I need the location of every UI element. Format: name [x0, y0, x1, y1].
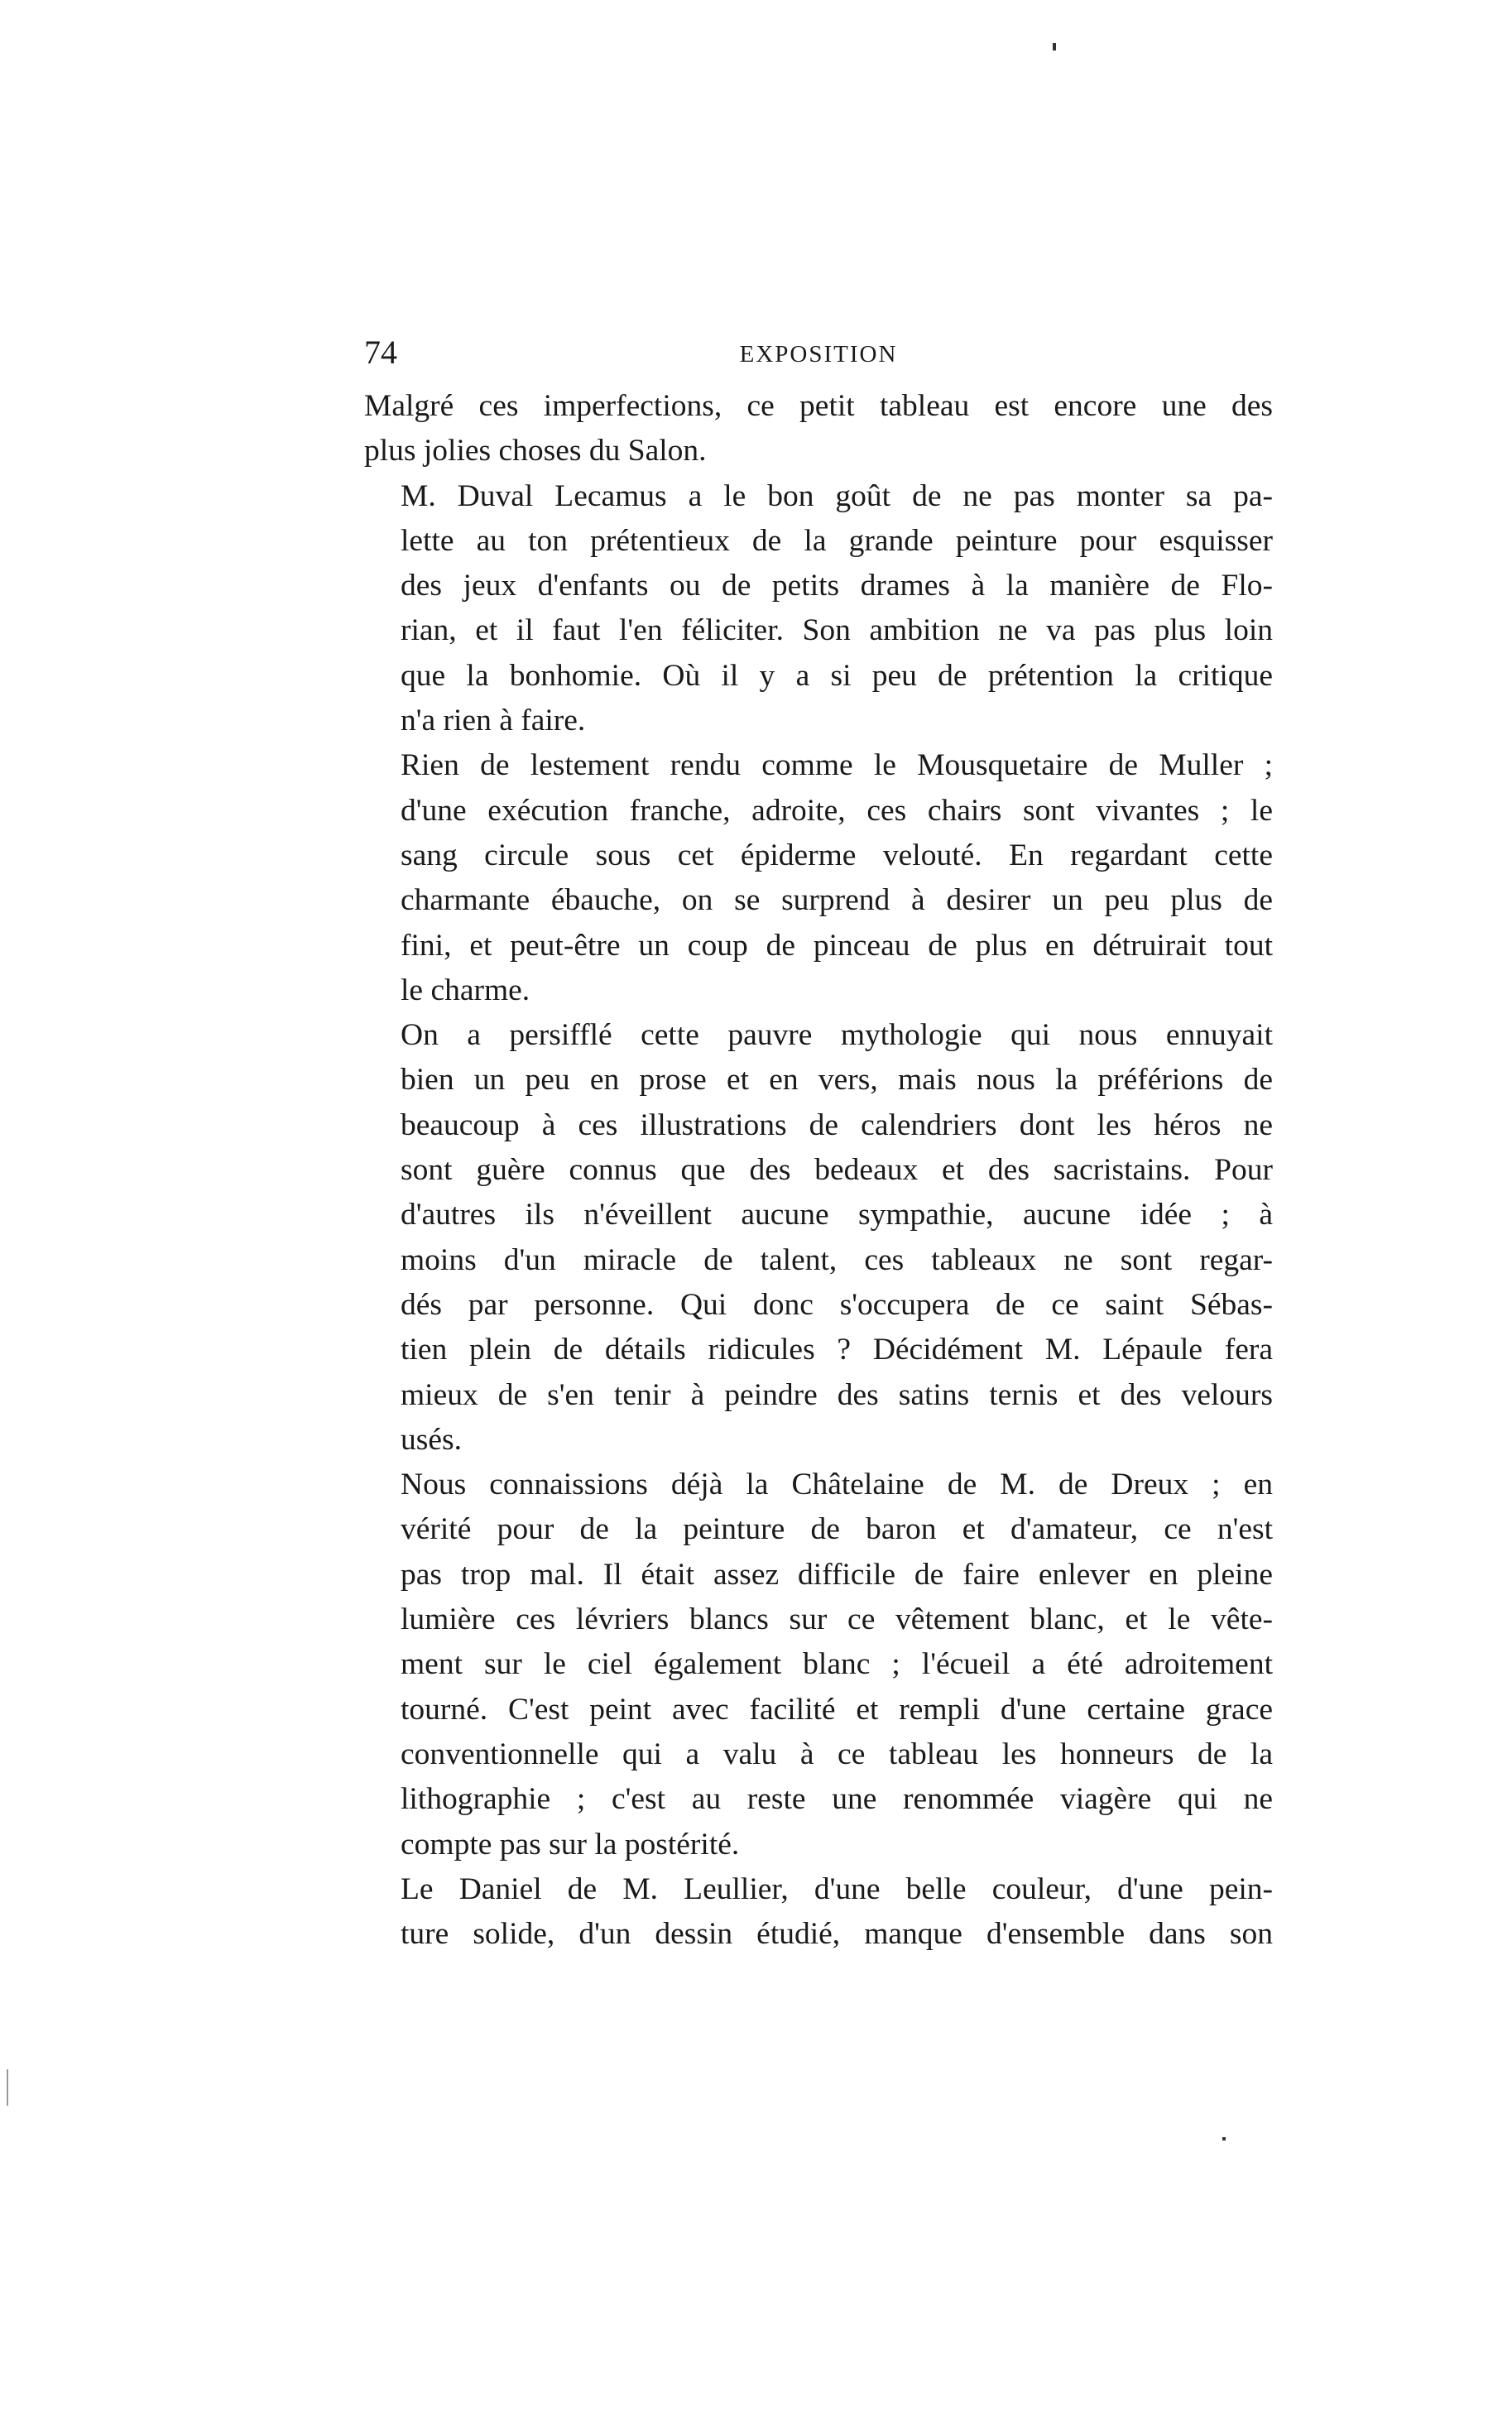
text-line: plus jolies choses du Salon. [364, 434, 707, 468]
text-line: lumière ces lévriers blancs sur ce vêtement blanc, et le vête- [401, 1602, 1273, 1637]
text-line: lithographie ; c'est au reste une renommée viagère qui ne [401, 1782, 1273, 1817]
text-line: dés par personne. Qui donc s'occupera de ce saint Sébas- [401, 1287, 1273, 1322]
paragraph-6 [364, 1867, 1273, 1958]
text-line: moins d'un miracle de talent, ces tableaux ne sont regar- [401, 1242, 1273, 1277]
page-header [364, 333, 1273, 382]
text-line: conventionnelle qui a valu à ce tableau les honneurs de la [401, 1737, 1273, 1771]
text-line: des jeux d'enfants ou de petits drames à la manière de Flo- [401, 569, 1273, 603]
paragraph-3 [364, 743, 1273, 1013]
body-text [364, 384, 1273, 1957]
text-line: usés. [401, 1422, 462, 1457]
text-line: ment sur le ciel également blanc ; l'écueil a été adroitement [401, 1647, 1273, 1682]
text-line: beaucoup à ces illustrations de calendriers dont les héros ne [401, 1107, 1273, 1142]
text-line: tourné. C'est peint avec facilité et rempli d'une certaine grace [401, 1692, 1273, 1727]
text-line: pas trop mal. Il était assez difficile de faire enlever en pleine [401, 1557, 1273, 1592]
scan-speck [1053, 43, 1056, 50]
text-line: Malgré ces imperfections, ce petit tableau est encore une des [364, 389, 1273, 423]
text-line: que la bonhomie. Où il y a si peu de prétention la critique [401, 658, 1273, 693]
paragraph-5 [364, 1463, 1273, 1867]
text-line: Le Daniel de M. Leullier, d'une belle couleur, d'une pein- [401, 1871, 1273, 1906]
text-line: fini, et peut-être un coup de pinceau de plus en détruirait tout [401, 928, 1273, 963]
page-number: 74 [364, 334, 397, 371]
paragraph-4 [364, 1013, 1273, 1463]
text-line: sont guère connus que des bedeaux et des sacristains. Pour [401, 1153, 1273, 1188]
paragraph-1 [364, 384, 1273, 474]
text-line: tien plein de détails ridicules ? Décidément M. Lépaule fera [401, 1333, 1273, 1367]
text-line: sang circule sous cet épiderme velouté. En regardant cette [401, 838, 1273, 872]
text-line: mieux de s'en tenir à peindre des satins ternis et des velours [401, 1377, 1273, 1412]
text-line: M. Duval Lecamus a le bon goût de ne pas monter sa pa- [401, 478, 1273, 513]
text-line: rian, et il faut l'en féliciter. Son ambition ne va pas plus loin [401, 613, 1273, 648]
text-line: le charme. [401, 973, 530, 1007]
text-line: n'a rien à faire. [401, 704, 586, 738]
scan-speck [1222, 2137, 1226, 2140]
text-line: vérité pour de la peinture de baron et d'amateur, ce n'est [401, 1512, 1273, 1547]
text-line: d'une exécution franche, adroite, ces chairs sont vivantes ; le [401, 793, 1273, 828]
running-head: EXPOSITION [739, 341, 898, 368]
text-line: lette au ton prétentieux de la grande peinture pour esquisser [401, 523, 1273, 558]
text-line: charmante ébauche, on se surprend à desirer un peu plus de [401, 883, 1273, 918]
text-line: bien un peu en prose et en vers, mais nous la préférions de [401, 1063, 1273, 1098]
text-line: On a persifflé cette pauvre mythologie qui nous ennuyait [401, 1018, 1273, 1053]
text-line: ture solide, d'un dessin étudié, manque d'ensemble dans son [401, 1917, 1273, 1952]
text-line: Nous connaissions déjà la Châtelaine de M. de Dreux ; en [401, 1468, 1273, 1502]
text-line: Rien de lestement rendu comme le Mousquetaire de Muller ; [401, 748, 1273, 783]
scan-speck [7, 2069, 8, 2106]
text-line: d'autres ils n'éveillent aucune sympathie, aucune idée ; à [401, 1198, 1273, 1232]
text-line: compte pas sur la postérité. [401, 1827, 740, 1862]
paragraph-2 [364, 474, 1273, 744]
